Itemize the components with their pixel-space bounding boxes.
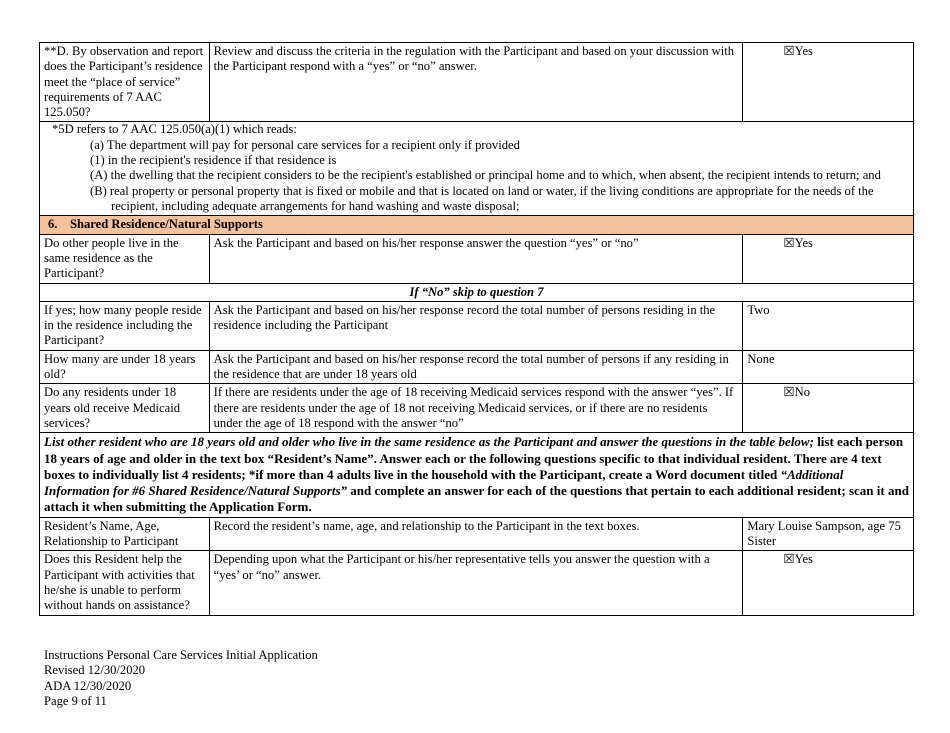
answer-checkbox[interactable]: ☒Yes [743, 234, 914, 283]
section-header-row [40, 216, 914, 234]
instructions-text: list each person 18 years of age and older in the text box “Resident’s Name”. Answer each or the following questions specific to that individual resident. There are 4 text boxes to individually list 4 residents; *if more than 4 adults live in the household with the Participant, create a Word document titled [44, 434, 904, 482]
table-row [40, 517, 914, 551]
answer-text-field[interactable]: None [743, 350, 914, 384]
instruction-cell: Ask the Participant and based on his/her response record the total number of persons residing in the residence including the Participant [209, 301, 743, 350]
question-cell: If yes; how many people reside in the residence including the Participant? [40, 301, 210, 350]
list-instructions-row [40, 433, 914, 517]
answer-checkbox[interactable]: ☒Yes [743, 43, 914, 122]
instruction-cell: Record the resident’s name, age, and relationship to the Participant in the text boxes. [209, 517, 743, 551]
skip-row [40, 283, 914, 301]
note-line: (1) in the recipient's residence if that residence is [90, 153, 337, 168]
instruction-cell: If there are residents under the age of 18 receiving Medicaid services respond with the answer “yes”. If there are residents under the age of 18 not receiving Medicaid services, or if there are no residents under the age of 18 respond with the answer “no” [209, 384, 743, 433]
table-row [40, 301, 914, 350]
table-row [40, 384, 914, 433]
instructions-italic: List other resident who are 18 years old and older who live in the same residence as the Participant and answer the questions in the table below; [44, 434, 814, 450]
instruction-cell: Ask the Participant and based on his/her response record the total number of persons if any residing in the residence that are under 18 years old [209, 350, 743, 384]
instructions-italic: “Additional Information for #6 Shared Residence/Natural Supports” [44, 466, 844, 499]
instruction-cell: Review and discuss the criteria in the regulation with the Participant and based on your discussion with the Participant respond with a “yes” or “no” answer. [209, 43, 743, 122]
regulation-note [40, 122, 914, 216]
table-row [40, 350, 914, 384]
note-line: *5D refers to 7 AAC 125.050(a)(1) which reads: [52, 122, 297, 137]
answer-checkbox[interactable]: ☒Yes [743, 551, 914, 615]
instruction-cell: Ask the Participant and based on his/her response answer the question “yes” or “no” [209, 234, 743, 283]
table-row [40, 551, 914, 615]
application-instructions-table [39, 42, 914, 616]
section-header [40, 216, 914, 234]
footer-page-number: Page 9 of 11 [44, 693, 107, 708]
footer-revised: Revised 12/30/2020 [44, 663, 146, 678]
answer-text-field[interactable]: Mary Louise Sampson, age 75 Sister [743, 517, 914, 551]
question-cell: Does this Resident help the Participant with activities that he/she is unable to perform without hands on assistance? [40, 551, 210, 615]
answer-text-field[interactable]: Two [743, 301, 914, 350]
question-cell: Resident’s Name, Age, Relationship to Participant [40, 517, 210, 551]
question-cell: **D. By observation and report does the Participant’s residence meet the “place of service” requirements of 7 AAC 125.050? [40, 43, 210, 122]
answer-checkbox[interactable]: ☒No [743, 384, 914, 433]
section-title: Shared Residence/Natural Supports [70, 217, 263, 232]
table-row [40, 234, 914, 283]
note-line: (A) the dwelling that the recipient considers to be the recipient's established or principal home and to which, when absent, the recipient intends to return; and [90, 168, 881, 183]
regulation-note-row [40, 122, 914, 216]
section-number: 6. [48, 217, 58, 232]
question-cell: Do other people live in the same residence as the Participant? [40, 234, 210, 283]
instructions-text: and complete an answer for each of the questions that pertain to each additional resident; scan it and attach it when submitting the Application Form. [44, 483, 909, 515]
list-instructions [40, 433, 914, 517]
footer-ada: ADA 12/30/2020 [44, 678, 132, 693]
question-cell: How many are under 18 years old? [40, 350, 210, 384]
page-footer [44, 648, 318, 709]
footer-title: Instructions Personal Care Services Initial Application [44, 648, 318, 662]
table-row [40, 43, 914, 122]
note-line: (a) The department will pay for personal care services for a recipient only if provided [90, 137, 520, 152]
note-line: (B) real property or personal property that is fixed or mobile and that is located on land or water, if the living conditions are appropriate for the needs of the recipient, including adequate arrangements for hand washing and waste disposal; [90, 183, 874, 213]
question-cell: Do any residents under 18 years old receive Medicaid services? [40, 384, 210, 433]
skip-instruction: If “No” skip to question 7 [40, 283, 914, 301]
instruction-cell: Depending upon what the Participant or his/her representative tells you answer the question with a “yes’ or “no” answer. [209, 551, 743, 615]
